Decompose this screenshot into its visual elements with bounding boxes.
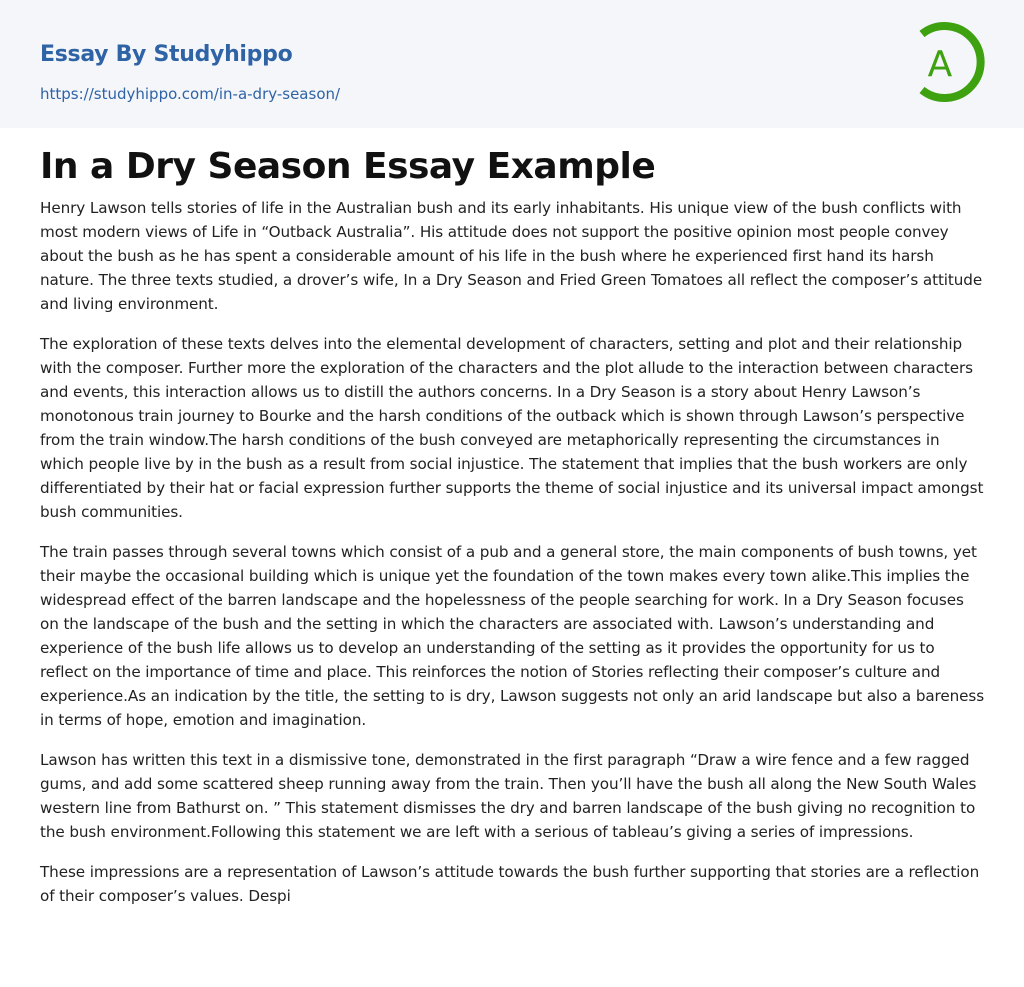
essay-url-link[interactable]: https://studyhippo.com/in-a-dry-season/ bbox=[40, 85, 341, 103]
paragraph: The exploration of these texts delves into the elemental development of characters, setting and plot and their relationship with the composer. Further more the exploration of the characters and the plot allude to the interaction between characters and events, this interaction allows us to distill the authors concerns. In a Dry Season is a story about Henry Lawson’s monotonous train journey to Bourke and the harsh conditions of the outback which is shown through Lawson’s perspective from the train window.The harsh conditions of the bush conveyed are metaphorically representing the circumstances in which people live by in the bush as a result from social injustice. The statement that implies that the bush workers are only differentiated by their hat or facial expression further supports the theme of social injustice and its universal impact amongst bush communities. bbox=[40, 335, 984, 521]
essay-body bbox=[40, 196, 986, 924]
svg-text:A: A bbox=[927, 44, 953, 85]
paragraph: Henry Lawson tells stories of life in the Australian bush and its early inhabitants. His unique view of the bush conflicts with most modern views of Life in “Outback Australia”. His attitude does not support the positive opinion most people convey about the bush as he has spent a considerable amount of his life in the bush where he experienced first hand its harsh nature. The three texts studied, a drover’s wife, In a Dry Season and Fried Green Tomatoes all reflect the composer’s attitude and living environment. bbox=[40, 199, 983, 313]
studyhippo-logo-icon bbox=[912, 20, 986, 104]
paragraph: These impressions are a representation of Lawson’s attitude towards the bush further supporting that stories are a reflection of their composer’s values. Despi bbox=[40, 863, 980, 905]
brand-title: Essay By Studyhippo bbox=[40, 42, 293, 67]
page-title: In a Dry Season Essay Example bbox=[40, 146, 656, 187]
paragraph: Lawson has written this text in a dismissive tone, demonstrated in the first paragraph “Draw a wire fence and a few ragged gums, and add some scattered sheep running away from the train. Then you’ll have the bush all along the New South Wales western line from Bathurst on. ” This statement dismisses the dry and barren landscape of the bush giving no recognition to the bush environment.Following this statement we are left with a serious of tableau’s giving a series of impressions. bbox=[40, 751, 977, 841]
paragraph: The train passes through several towns which consist of a pub and a general store, the main components of bush towns, yet their maybe the occasional building which is unique yet the foundation of the town makes every town alike.This implies the widespread effect of the barren landscape and the hopelessness of the people searching for work. In a Dry Season focuses on the landscape of the bush and the setting in which the characters are associated with. Lawson’s understanding and experience of the bush life allows us to develop an understanding of the setting as it provides the opportunity for us to reflect on the importance of time and place. This reinforces the notion of Stories reflecting their composer’s culture and experience.As an indication by the title, the setting to is dry, Lawson suggests not only an arid landscape but also a bareness in terms of hope, emotion and imagination. bbox=[40, 543, 985, 729]
